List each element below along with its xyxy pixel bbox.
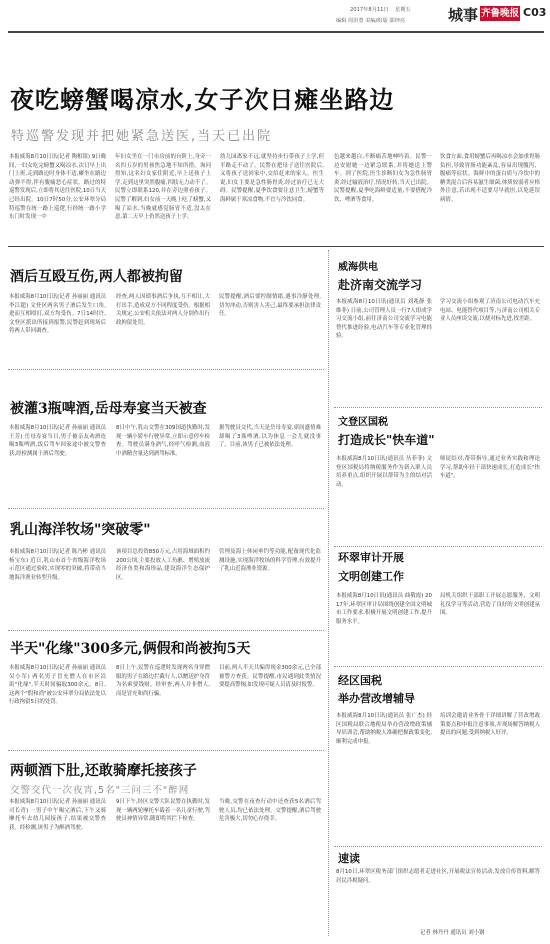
news4-body-col1: 本报威海8月10日讯(记者 孙丽丽 通讯员 吴小军) 两名男子冒充僧人在市区沿街"化缘",半天时间骗取300余元。8日,这两个"假和尚"被公安环翠分局依法处以行政拘留5日的处罚。 bbox=[9, 665, 106, 706]
header-rule bbox=[8, 31, 544, 33]
news4-body-col2: 8日上午,民警在巡逻时发现两名身穿僧服的男子在路边拦截行人,以赠送护身符为名索要钱财。经审查,两人并非僧人,而是冒充和尚行骗。 bbox=[116, 665, 210, 697]
brief-body: 8月10日,环翠区税务部门组织志愿者走进社区,开展税法宣传活动,发放宣传资料,解答居民涉税疑问。 bbox=[336, 869, 540, 884]
right1-body-col1: 本报威海8月10日讯(通讯员 刘兆静 张维菲) 日前,公司管理人员一行7人组成学习交流小组,前往济南公司交流学习电能替代推进经验,电动汽车等专业化管理经验。 bbox=[336, 299, 432, 340]
page-number: C03 bbox=[523, 6, 547, 19]
right1-kicker: 威海供电 bbox=[338, 262, 378, 273]
lead-body-col4: 色越来越白,不断痛苦地呻吟着。民警一边安慰她一边紧急联系,并将她送上警车。到了医院,医生诊断妇女为急性肠胃炎,经过输液治疗,情况好转,当天已出院。民警提醒,夏季吃海鲜要适量,不要搭配冷饮、啤酒等食用。 bbox=[334, 154, 432, 203]
lead-body-col2: 年妇女坐在一门市房前的台阶上,身旁一名四五岁的男孩焦急地不知所措。询问得知,这名妇女家住附近,早上送孩子上学,走到这里突然腹痛,四肢无力动不了。民警立即联系120,并在旁边照看孩子。民警了解到,妇女前一天晚上吃了螃蟹,又喝了凉水,当晚就感觉肠胃不适,没太在意,第二天早上仍然送孩子上学。 bbox=[115, 154, 211, 221]
news1-body-col2: 经查,两人因琐事酒后争执,互不相让,大打出手,造成双方不同程度受伤。根据相关规定,公安机关依法对两人分别作出行政拘留处罚。 bbox=[116, 294, 210, 326]
issue-weekday: 星期五 bbox=[395, 7, 411, 13]
lead-body-col1: 本报威海8月10日讯(记者 陶相银) 9日晚间,一妇女吃完螃蟹又喝凉水,次日早上出门上班,走到路边时身体不适,瘫坐在路边动弹不得,伴有腹痛恶心症状。路过的特巡警发现后,立即将其送往医院,10日当天已经出院。10日7时50分,公安环翠分局特巡警在统一路上巡逻,行经统一路小学东门时发现一中 bbox=[9, 154, 106, 221]
news3-body-col1: 本报威海8月10日讯(记者 陈乃彬 通讯员 杨宝东) 近日,乳山市首个省级海洋牧场示范区通过验收,实现零的突破,将带动当地海洋渔业转型升级。 bbox=[9, 549, 106, 581]
editor-line: 编辑 周洪勇 美编/组版 邵钟亮 bbox=[336, 18, 405, 24]
right2-kicker: 文登区国税 bbox=[338, 417, 388, 428]
news3-body-col2: 该项目总投资850万元,占用海域面积约200公顷,主要投放人工鱼礁、增殖放流经济鱼类和海珍品,建设海洋生态保护区。 bbox=[116, 549, 210, 581]
right3-body-col1: 本报威海8月10日讯(通讯员 曲敬霞) 2017年,环翠区审计局围绕创建全国文明城市工作要求,积极开展文明创建工作,提升服务水平。 bbox=[336, 593, 432, 625]
right3-headline-line1: 环翠审计开展 bbox=[338, 551, 404, 564]
news3-divider bbox=[8, 630, 324, 631]
section-name: 城事 bbox=[448, 6, 479, 24]
right4-headline-line2: 举办营改增辅导 bbox=[338, 692, 415, 705]
right3-divider bbox=[334, 666, 542, 667]
right4-body-col1: 本报威海8月10日讯(通讯员 张广杰) 经区国税局联合地税局举办营改增政策辅导培训会,帮助纳税人准确把握政策变化,顺利完成申报。 bbox=[336, 713, 432, 745]
lead-bottom-rule bbox=[8, 246, 544, 247]
news4-body-col3: 目前,两人半天共骗得现金300余元,已全部被警方查获。民警提醒,市民遇到此类情况要提高警惕,如发现可疑人员请及时报警。 bbox=[219, 665, 321, 689]
news5-body-col1: 本报威海8月10日讯(记者 孙丽丽 通讯员 司长青) 一男子中午喝完酒后,下午又骑摩托车去幼儿园接孩子,结果被交警查获。经检测,该男子为醉酒驾驶。 bbox=[9, 799, 106, 831]
news2-body-col3: 据驾驶员交代,当天是岳母寿宴,席间盛情难却喝了3瓶啤酒,以为休息一会儿就没事了。目前,该男子已被依法处理。 bbox=[219, 425, 321, 449]
brief-title: 速读 bbox=[338, 852, 360, 865]
news2-headline: 被灌3瓶啤酒,岳母寿宴当天被查 bbox=[10, 401, 207, 417]
right4-body-col2: 培训会邀请业务骨干详细讲解了营改增政策要点和申报注意事项,并现场解答纳税人提出的问题,受到纳税人好评。 bbox=[440, 713, 540, 737]
lead-body-col5: 饮食方面,食用螃蟹后再喝凉水会加重胃肠负担,导致胃肠功能紊乱,容易出现腹泻、腹痛等症状。海鲜中的蛋白质与冷饮中的糖类混合后容易滋生细菌,体质较弱者应格外注意,若出现不适要尽早就医,以免延误病情。 bbox=[440, 154, 540, 203]
right4-headline-line1: 经区国税 bbox=[338, 674, 382, 687]
news5-body-col3: 当晚,交警在夜查行动中还查获5名酒后驾驶人员,均已依法处理。交警提醒,酒后驾驶危害极大,切勿心存侥幸。 bbox=[219, 799, 321, 823]
news1-body-col1: 本报威海8月10日讯(记者 孙丽丽 通讯员 李江超) 文登区两名男子酒后发生口角,进而互相殴打,双方均受伤。7日14时许,文登区派出所接到报警,民警赶到现场后将两人带回调查。 bbox=[9, 294, 106, 335]
right2-body-col1: 本报威海8月10日讯(通讯员 丛菲菲) 文登区国税局将纳税服务作为新入职人员培养重点,组织开展以帮带为主的结对活动。 bbox=[336, 456, 432, 488]
news1-headline: 酒后互殴互伤,两人都被拘留 bbox=[10, 269, 183, 285]
brand-logo: 齐鲁晚报 bbox=[480, 8, 519, 19]
right3-headline-line2: 文明创建工作 bbox=[338, 570, 404, 583]
right1-divider bbox=[334, 407, 542, 408]
right3-body-col2: 局机关组织干部职工开展志愿服务、文明礼仪学习等活动,营造了良好的文明创建氛围。 bbox=[440, 593, 540, 617]
news5-subhead: 交警交代一次夜宵,5名"三问三不"醉网 bbox=[10, 785, 190, 796]
news2-body-col1: 本报威海8月10日讯(记者 孙丽丽 通讯员 王芳) 岳母寿宴当日,男子被亲友劝酒连喝3瓶啤酒,饭后驾车回家途中被交警查获,经检测属于酒后驾驶。 bbox=[9, 425, 106, 457]
column-divider bbox=[328, 250, 329, 936]
right2-divider bbox=[334, 546, 542, 547]
news5-body-col2: 9日下午,经区交警大队民警在执勤时,发现一辆两轮摩托车载着一名儿童行驶,驾驶员神情异常,随即将其拦下检查。 bbox=[116, 799, 210, 823]
news3-headline: 乳山海洋牧场"突破零" bbox=[10, 522, 151, 538]
news4-headline: 半天"化缘"300多元,俩假和尚被拘5天 bbox=[10, 641, 251, 657]
right4-divider bbox=[334, 846, 542, 847]
right2-body-col2: 师徒结对,帮带指导,通过业务实践和理论学习,帮助年轻干部快速成长,打造成长"快车道"。 bbox=[440, 456, 540, 480]
news5-headline: 两顿酒下肚,还敢骑摩托接孩子 bbox=[10, 763, 197, 779]
news1-body-col3: 民警提醒,酒后要控制情绪,遇事冷静处理,切勿冲动,否则害人害己,最终要承担法律责任。 bbox=[219, 294, 321, 318]
photo-credit: 记者 林丹丹 通讯员 刘小钢 bbox=[420, 930, 485, 936]
lead-headline: 夜吃螃蟹喝凉水,女子次日瘫坐路边 bbox=[10, 85, 395, 114]
news1-divider bbox=[8, 369, 324, 370]
right1-headline: 赴济南交流学习 bbox=[338, 278, 423, 292]
news4-divider bbox=[8, 750, 324, 751]
right1-body-col2: 学习交流小组参观了济南公司电动汽车充电站、电能替代项目等,与济南公司相关专业人员座谈交流,以便对标先进,找差距。 bbox=[440, 299, 540, 323]
news3-body-col3: 管理及海上休闲垂钓等功能,配备现代化监测设施,实现海洋牧场的科学管理,有效提升了乳山近海渔业资源。 bbox=[219, 549, 321, 573]
right2-headline: 打造成长"快车道" bbox=[338, 433, 435, 447]
news2-body-col2: 8日中午,乳山交警在309国道执勤时,发现一辆小轿车行驶异常,立即示意停车检查。驾驶员满身酒气,经呼气检测,血液中酒精含量达到酒驾标准。 bbox=[116, 425, 210, 457]
lead-body-col3: 幼儿园离家不远,就坚持步行带孩子上学,但半路走不动了。民警在把母子送往医院后,又将孩子送回家中,交给赶来的家人。医生说,妇女主要是急性肠胃炎,经过治疗已无大碍。民警提醒,夏季饮食要注意卫生,螃蟹等海鲜属于寒凉食物,不宜与冷饮同食。 bbox=[220, 154, 324, 203]
issue-date: 2017年8月11日 bbox=[350, 7, 389, 13]
news2-divider bbox=[8, 508, 324, 509]
lead-subhead: 特巡警发现并把她紧急送医,当天已出院 bbox=[11, 129, 273, 144]
